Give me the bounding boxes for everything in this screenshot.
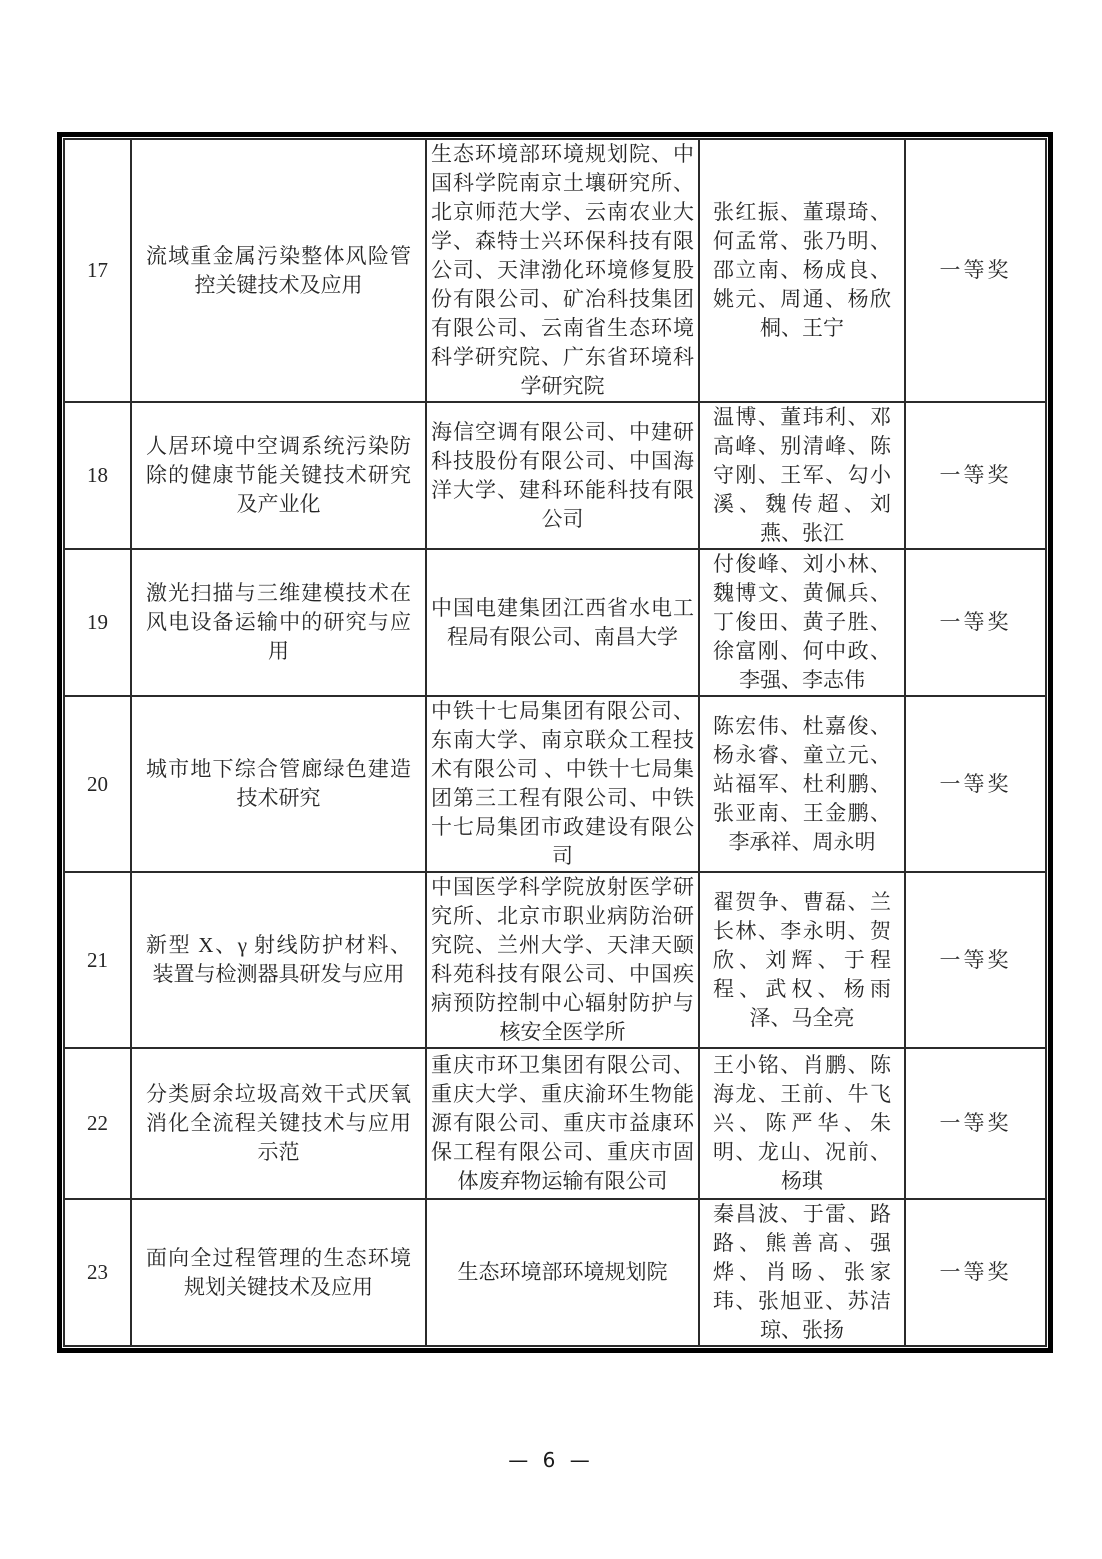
cell-organizations: 中国医学科学院放射医学研究所、北京市职业病防治研究院、兰州大学、天津天颐科苑科技有限公司、中国疾病预防控制中心辐射防护与核安全医学所 (426, 872, 699, 1048)
cell-organizations: 海信空调有限公司、中建研科技股份有限公司、中国海洋大学、建科环能科技有限公司 (426, 402, 699, 549)
cell-project-title: 分类厨余垃圾高效干式厌氧消化全流程关键技术与应用示范 (131, 1048, 426, 1199)
page-number: — 6 — (508, 1448, 594, 1472)
cell-organizations: 中国电建集团江西省水电工程局有限公司、南昌大学 (426, 549, 699, 696)
cell-index: 17 (64, 139, 131, 402)
table-row (64, 872, 1046, 1048)
awards-table-border (57, 132, 1053, 1353)
cell-award-level: 一等奖 (905, 872, 1046, 1048)
cell-awardees: 翟贺争、曹磊、兰长林、李永明、贺欣、刘辉、于程程、武权、杨雨泽、马全亮 (699, 872, 905, 1048)
cell-awardees: 付俊峰、刘小林、魏博文、黄佩兵、丁俊田、黄子胜、徐富刚、何中政、李强、李志伟 (699, 549, 905, 696)
cell-project-title: 新型 X、γ 射线防护材料、装置与检测器具研发与应用 (131, 872, 426, 1048)
cell-award-level: 一等奖 (905, 1048, 1046, 1199)
cell-award-level: 一等奖 (905, 1199, 1046, 1346)
cell-index: 20 (64, 696, 131, 872)
cell-award-level: 一等奖 (905, 549, 1046, 696)
cell-award-level: 一等奖 (905, 696, 1046, 872)
table-row (64, 139, 1046, 402)
cell-awardees: 张红振、董璟琦、何孟常、张乃明、邵立南、杨成良、姚元、周通、杨欣桐、王宁 (699, 139, 905, 402)
cell-index: 19 (64, 549, 131, 696)
cell-organizations: 中铁十七局集团有限公司、东南大学、南京联众工程技术有限公司 、中铁十七局集团第三工程有限公司、中铁十七局集团市政建设有限公司 (426, 696, 699, 872)
cell-index: 21 (64, 872, 131, 1048)
cell-project-title: 城市地下综合管廊绿色建造技术研究 (131, 696, 426, 872)
cell-project-title: 流域重金属污染整体风险管控关键技术及应用 (131, 139, 426, 402)
cell-awardees: 陈宏伟、杜嘉俊、杨永睿、童立元、站福军、杜利鹏、张亚南、王金鹏、李承祥、周永明 (699, 696, 905, 872)
cell-index: 23 (64, 1199, 131, 1346)
cell-project-title: 人居环境中空调系统污染防除的健康节能关键技术研究及产业化 (131, 402, 426, 549)
cell-award-level: 一等奖 (905, 402, 1046, 549)
table-row (64, 696, 1046, 872)
cell-awardees: 温博、董玮利、邓高峰、别清峰、陈守刚、王军、勾小溪、魏传超、刘燕、张江 (699, 402, 905, 549)
cell-project-title: 激光扫描与三维建模技术在风电设备运输中的研究与应用 (131, 549, 426, 696)
cell-awardees: 秦昌波、于雷、路路、熊善高、强烨、肖旸、张家玮、张旭亚、苏洁琼、张扬 (699, 1199, 905, 1346)
cell-awardees: 王小铭、肖鹏、陈海龙、王前、牛飞兴、陈严华、朱明、龙山、况前、杨琪 (699, 1048, 905, 1199)
awards-table (63, 138, 1047, 1347)
cell-project-title: 面向全过程管理的生态环境规划关键技术及应用 (131, 1199, 426, 1346)
cell-index: 18 (64, 402, 131, 549)
cell-index: 22 (64, 1048, 131, 1199)
table-row (64, 402, 1046, 549)
cell-organizations: 重庆市环卫集团有限公司、重庆大学、重庆渝环生物能源有限公司、重庆市益康环保工程有限公司、重庆市固体废弃物运输有限公司 (426, 1048, 699, 1199)
cell-organizations: 生态环境部环境规划院、中国科学院南京土壤研究所、北京师范大学、云南农业大学、森特士兴环保科技有限公司、天津渤化环境修复股份有限公司、矿冶科技集团有限公司、云南省生态环境科学研究院、广东省环境科学研究院 (426, 139, 699, 402)
cell-award-level: 一等奖 (905, 139, 1046, 402)
table-row (64, 1048, 1046, 1199)
table-row (64, 549, 1046, 696)
table-row (64, 1199, 1046, 1346)
cell-organizations: 生态环境部环境规划院 (426, 1199, 699, 1346)
